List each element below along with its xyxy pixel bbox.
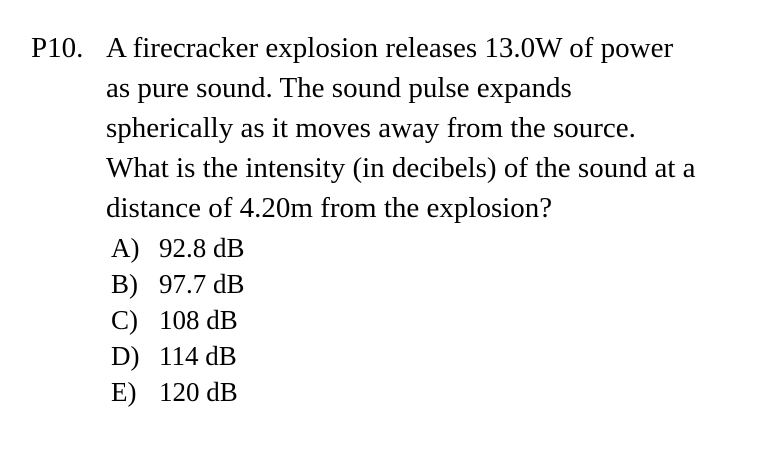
- question-line: as pure sound. The sound pulse expands: [106, 72, 572, 104]
- problem-number: P10.: [31, 32, 84, 64]
- question-line: A firecracker explosion releases 13.0W of power: [106, 32, 674, 64]
- choice-text: 120 dB: [159, 377, 238, 407]
- question-line: distance of 4.20m from the explosion?: [106, 192, 553, 224]
- question-text: [106, 28, 766, 228]
- question-line: spherically as it moves away from the source.: [106, 112, 636, 144]
- choice-d[interactable]: [111, 338, 245, 374]
- choice-text: 108 dB: [159, 305, 238, 335]
- choice-letter: A): [111, 233, 140, 263]
- choice-e[interactable]: [111, 374, 245, 410]
- choice-a[interactable]: [111, 230, 245, 266]
- choice-letter: B): [111, 269, 138, 299]
- choice-letter: C): [111, 305, 138, 335]
- choice-letter: D): [111, 341, 140, 371]
- choice-b[interactable]: [111, 266, 245, 302]
- question-line: What is the intensity (in decibels) of the sound at a: [106, 152, 696, 184]
- answer-choices: [111, 230, 245, 410]
- choice-c[interactable]: [111, 302, 245, 338]
- choice-text: 97.7 dB: [159, 269, 245, 299]
- choice-letter: E): [111, 377, 137, 407]
- choice-text: 92.8 dB: [159, 233, 245, 263]
- choice-text: 114 dB: [159, 341, 237, 371]
